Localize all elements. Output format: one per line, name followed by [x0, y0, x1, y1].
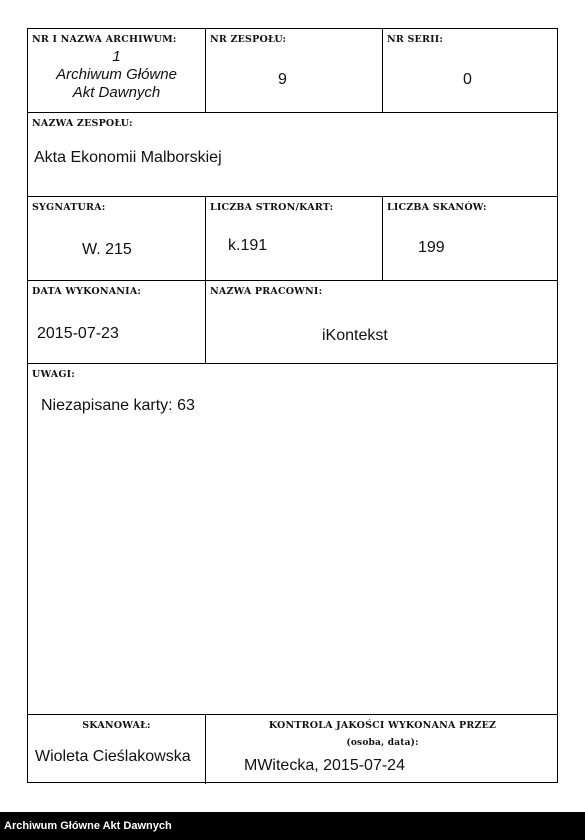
studio-label: NAZWA PRACOWNI: [210, 286, 323, 297]
row-archive [28, 29, 557, 113]
cell-studio [205, 281, 559, 363]
scanned-by-value: Wioleta Cieślakowska [35, 748, 191, 765]
archive-name-line2: Akt Dawnych [72, 84, 161, 101]
archive-label: NR I NAZWA ARCHIWUM: [32, 34, 177, 45]
pages-label: LICZBA STRON/KART: [210, 202, 334, 213]
cell-notes [28, 364, 559, 714]
footer-text: Archiwum Główne Akt Dawnych [4, 820, 172, 832]
notes-label: UWAGI: [32, 369, 75, 380]
series-no-value: 0 [463, 71, 472, 88]
scans-label: LICZBA SKANÓW: [387, 202, 487, 213]
cell-pages [205, 197, 382, 280]
row-signoff [28, 715, 557, 784]
cell-archive [28, 29, 205, 112]
series-no-label: NR SERII: [387, 34, 444, 45]
archive-value [28, 48, 205, 102]
qc-value: MWitecka, 2015-07-24 [244, 757, 405, 774]
footer-bar [0, 812, 585, 840]
date-label: DATA WYKONANIA: [32, 286, 142, 297]
signature-label: SYGNATURA: [32, 202, 106, 213]
row-signature [28, 197, 557, 281]
pages-value: k.191 [228, 237, 268, 254]
metadata-form [27, 28, 558, 783]
date-value: 2015-07-23 [37, 325, 119, 342]
cell-date [28, 281, 205, 363]
archive-number: 1 [112, 48, 121, 65]
fond-no-label: NR ZESPOŁU: [210, 34, 287, 45]
cell-scanned-by [28, 715, 205, 784]
row-notes [28, 364, 557, 715]
cell-fond-no [205, 29, 382, 112]
cell-fond-name [28, 113, 559, 196]
archive-name-line1: Archiwum Główne [56, 66, 177, 83]
fond-name-value: Akta Ekonomii Malborskiej [34, 149, 222, 166]
row-fond-name [28, 113, 557, 197]
cell-scans [382, 197, 559, 280]
cell-qc [205, 715, 559, 784]
row-date [28, 281, 557, 364]
qc-label: KONTROLA JAKOŚCI WYKONANA PRZEZ [268, 720, 497, 731]
cell-signature [28, 197, 205, 280]
scans-value: 199 [418, 239, 445, 256]
scanned-by-label: SKANOWAŁ: [82, 720, 151, 731]
fond-name-label: NAZWA ZESPOŁU: [32, 118, 133, 129]
qc-sublabel: (osoba, data): [346, 738, 419, 748]
notes-value: Niezapisane karty: 63 [41, 397, 195, 414]
studio-value: iKontekst [322, 327, 388, 344]
fond-no-value: 9 [278, 71, 287, 88]
cell-series-no [382, 29, 559, 112]
signature-value: W. 215 [82, 241, 132, 258]
